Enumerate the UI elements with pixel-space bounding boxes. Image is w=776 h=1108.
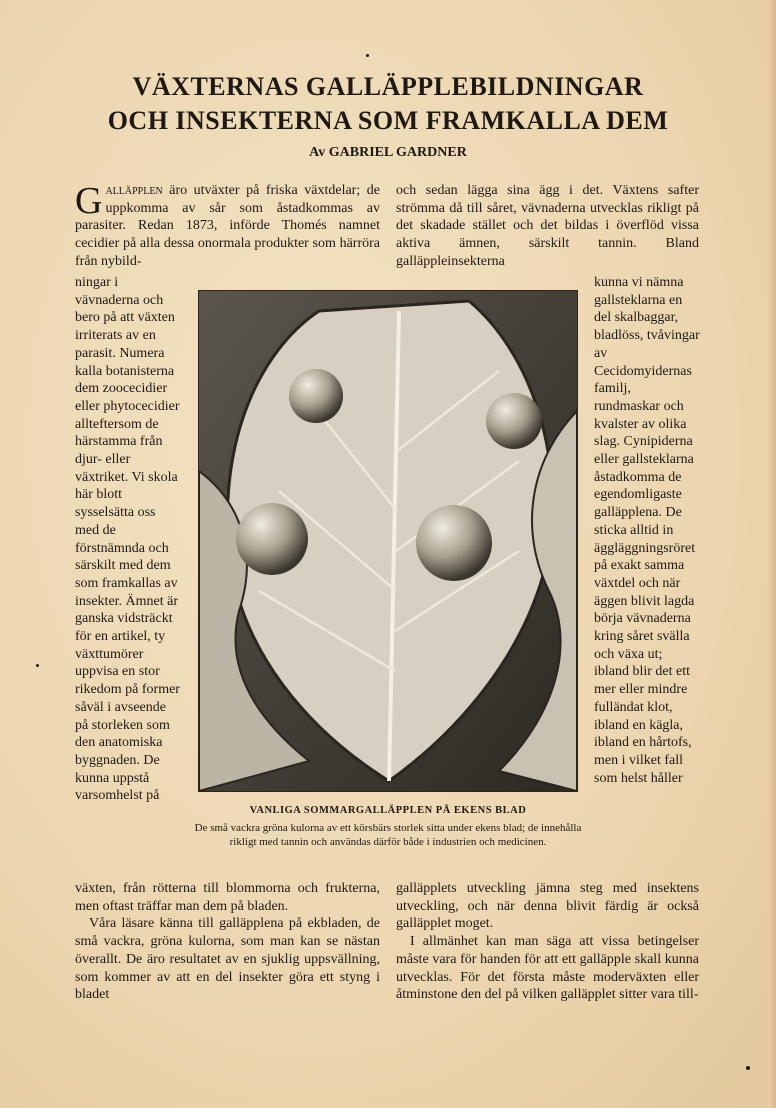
- page-edge: [768, 0, 776, 1108]
- ink-speck: [746, 1066, 750, 1070]
- gall-ball: [236, 503, 308, 575]
- bottom-left-paragraph-2: Våra läsare känna till galläpplena på ekbladen, de små vackra, gröna kulorna, som man kan se nästan överallt. De äro resultatet av en sjuklig uppsvällning, som kommer av att en del insekter göra ett styng i bladet: [75, 916, 380, 1003]
- bottom-right-paragraph-2: I allmänhet kan man säga att vissa betingelser måste vara för handen för att ett galläpple skall kunna utvecklas. För det första måste moderväxten eller åtminstone den del på vilken galläpplet sitter vara till-: [396, 934, 699, 1003]
- oak-leaf-illustration: [199, 291, 577, 791]
- figure-caption-body: De små vackra gröna kulorna av ett körsbärs storlek sitta under ekens blad; de innehålla rikligt med tannin och användas därför både i industrien och medicinen.: [194, 822, 582, 848]
- bottom-left-column: [75, 880, 380, 1004]
- article-title-line-1: VÄXTERNAS GALLÄPPLEBILDNINGAR: [132, 72, 644, 101]
- drop-cap: G: [75, 180, 103, 222]
- right-top-paragraph: och sedan lägga sina ägg i det. Växtens safter strömma då till såret, vävnaderna utvecklas rikligt på det skadade stället och det bildas i överflöd vissa aktiva ämnen, särskilt tannin. Bland galläppleinsekterna: [396, 183, 699, 269]
- intro-paragraph: [75, 182, 380, 272]
- intro-text-tail: som härröra från nybild-: [75, 236, 380, 269]
- right-narrow-column: kunna vi nämna gallsteklarna en del skalbaggar, bladlöss, tvåvingar av Cecidomyidernas familj, rundmaskar och kvalster av olika slag. Cynipiderna eller gallsteklarna åstadkomma de egendomligaste galläpplena. De sticka alltid in äggläggningsröret på exakt samma växtdel och när äggen blivit lagda börja vävnaderna kring såret svälla och växa ut; ibland blir det ett mer eller mindre fulländat klot, ibland en kägla, ibland en hårtofs, men i vilket fall som helst håller: [594, 275, 700, 786]
- bottom-right-column: [396, 880, 699, 1004]
- ink-speck: [36, 664, 39, 667]
- gall-ball: [289, 369, 343, 423]
- ink-speck: [366, 54, 369, 57]
- author-byline: Av GABRIEL GARDNER: [309, 145, 467, 160]
- oak-leaf-gall-photo: [198, 290, 578, 792]
- gall-ball: [416, 505, 492, 581]
- left-narrow-column: ningar i vävnaderna och bero på att växten irriterats av en parasit. Numera kalla botanisterna dem zoocecidier eller phytocecidier allteftersom de härstamma från djur- eller växtriket. Vi skola här blott sysselsätta oss med de förstnämnda och särskilt med dem som framkallas av insekter. Ämnet är ganska vidsträckt för en artikel, ty växttumörer uppvisa en stor rikedom på former såväl i avseende på storleken som den anatomiska byggnaden. De kunna uppstå varsomhelst på: [75, 275, 180, 804]
- article-title-line-2: OCH INSEKTERNA SOM FRAMKALLA DEM: [107, 106, 669, 135]
- figure-caption-title: VANLIGA SOMMARGALLÄPPLEN PÅ EKENS BLAD: [249, 805, 527, 816]
- gall-ball: [486, 393, 542, 449]
- bottom-right-paragraph-1: galläpplets utveckling jämna steg med insektens utveckling, och när denna blivit färdig är också galläpplet moget.: [396, 881, 699, 932]
- bottom-left-paragraph-1: växten, från rötterna till blommorna och frukterna, men oftast träffar man dem på bladen.: [75, 881, 380, 914]
- intro-text: äro utväxter på friska växtdelar; de uppkomma av sår som åstadkommas av parasiter. Redan 1873, införde Thomés namnet cecidier på alla dessa onormala produkter: [75, 183, 380, 252]
- intro-first-words: alläpplen: [105, 183, 163, 198]
